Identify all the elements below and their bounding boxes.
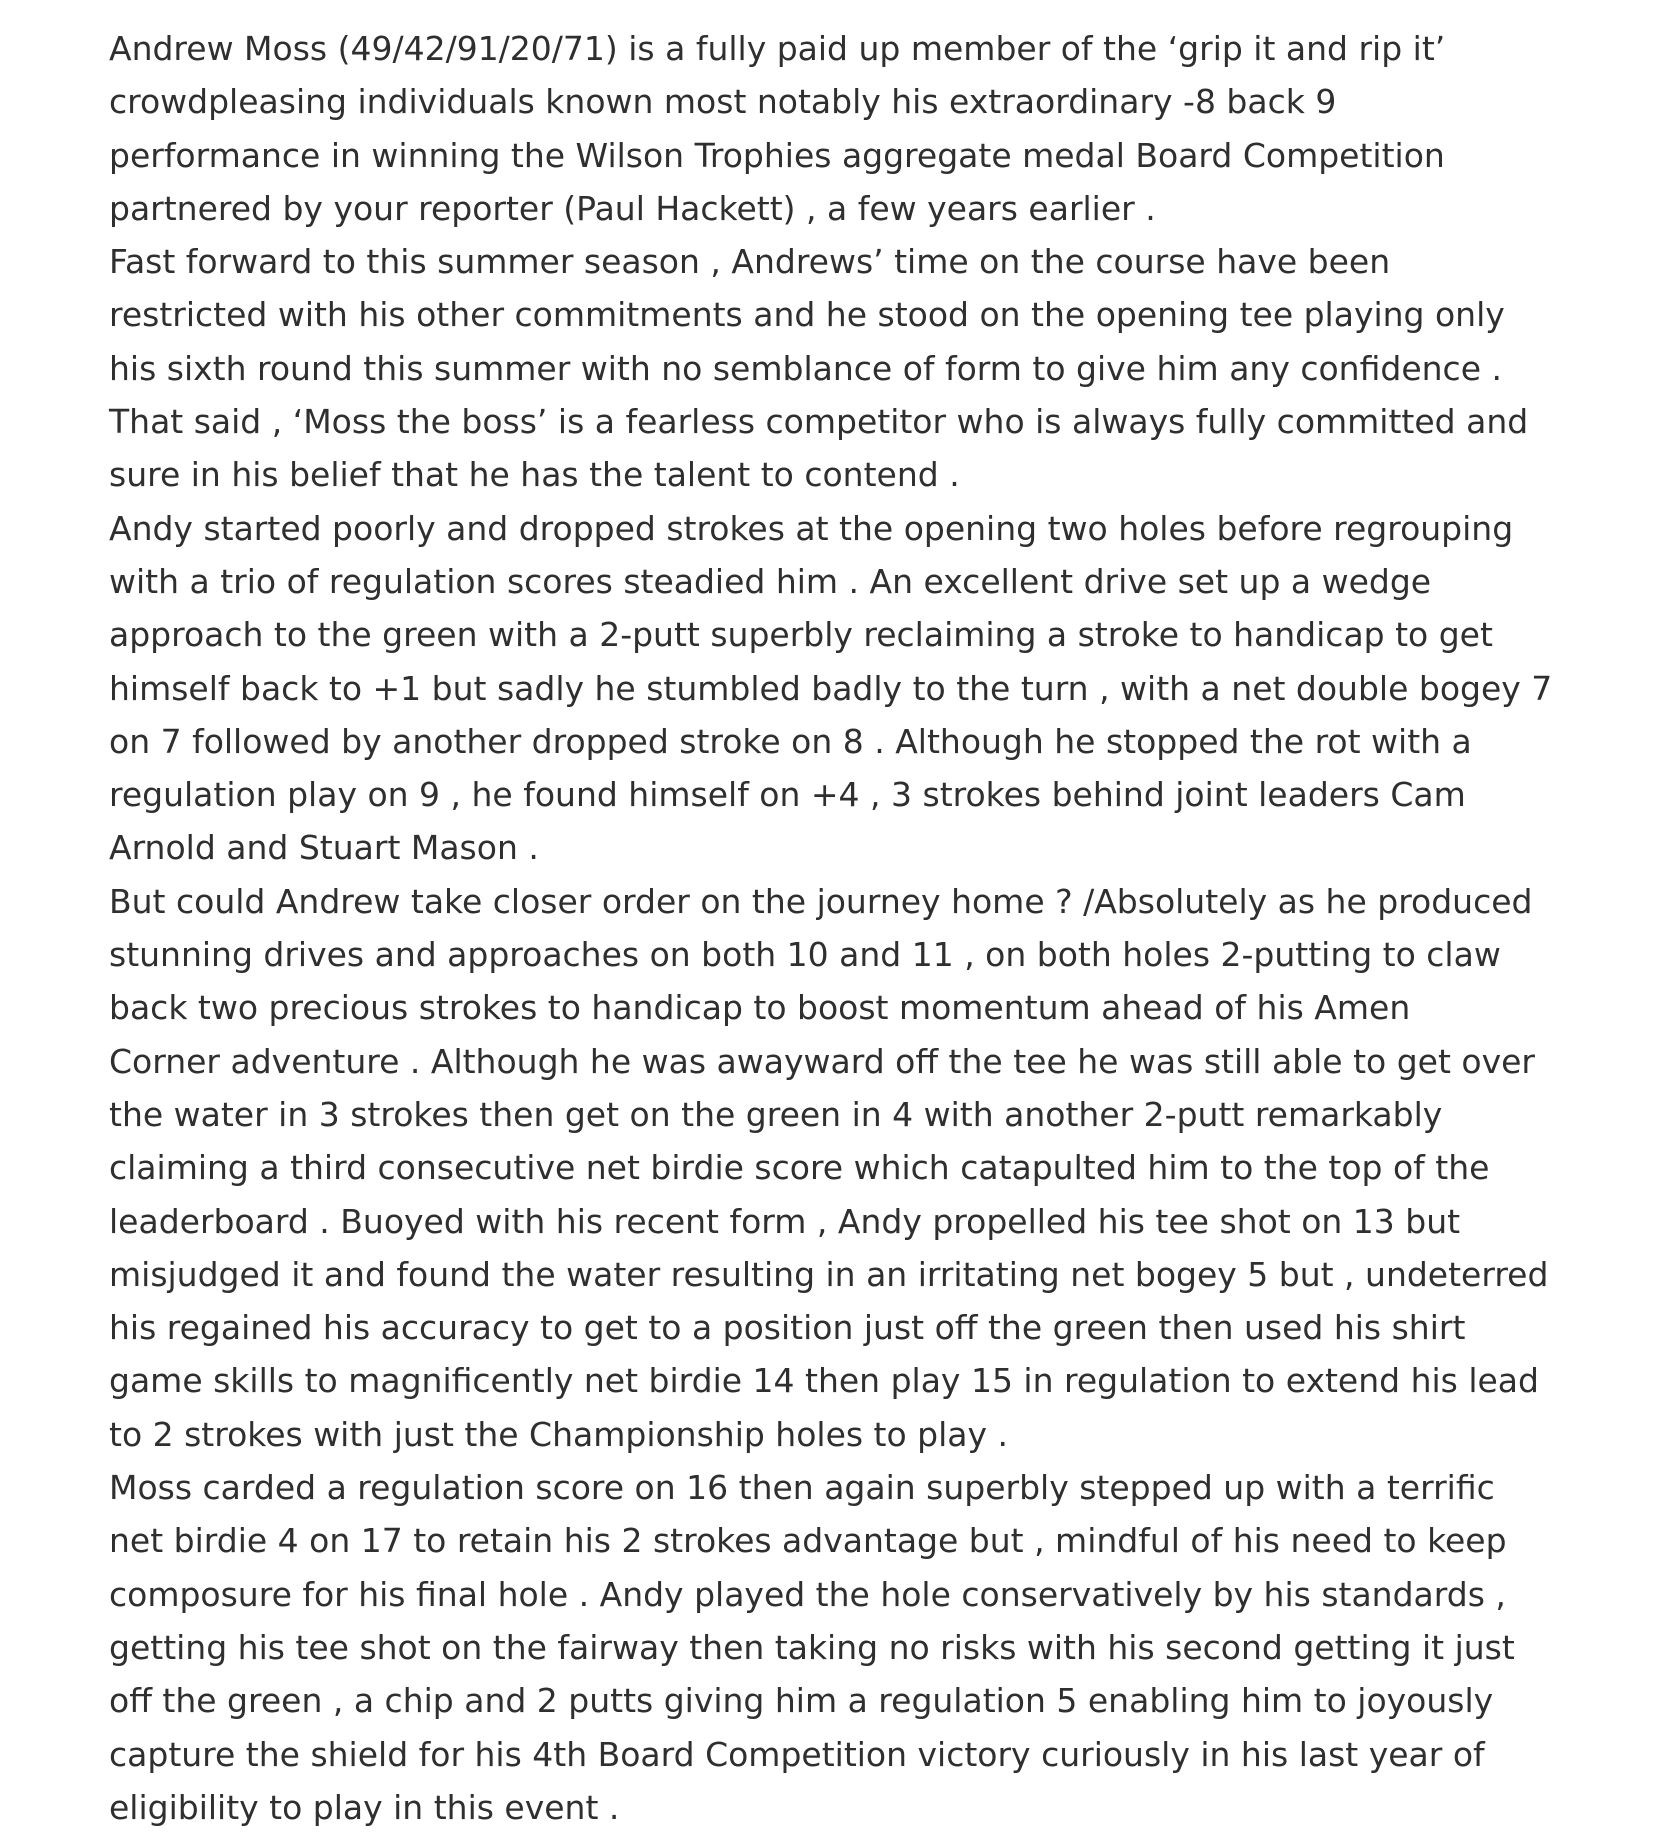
text-line: Andy started poorly and dropped strokes at the opening two holes before regrouping	[109, 508, 1514, 548]
text-line: claiming a third consecutive net birdie score which catapulted him to the top of the	[109, 1148, 1490, 1188]
text-line: Arnold and Stuart Mason .	[109, 828, 539, 868]
text-line: Moss carded a regulation score on 16 then again superbly stepped up with a terrific	[109, 1468, 1495, 1508]
text-line: approach to the green with a 2-putt superbly reclaiming a stroke to handicap to get	[109, 615, 1493, 655]
paragraph-4	[109, 875, 1584, 1461]
text-line: Andrew Moss (49/42/91/20/71) is a fully paid up member of the ‘grip it and rip it’	[109, 29, 1446, 68]
text-line: eligibility to play in this event .	[109, 1787, 620, 1827]
text-line: game skills to magnificently net birdie 14 then play 15 in regulation to extend his lead	[109, 1361, 1539, 1401]
paragraph-2	[109, 235, 1584, 501]
text-line: with a trio of regulation scores steadied him . An excellent drive set up a wedge	[109, 561, 1432, 601]
text-line: the water in 3 strokes then get on the green in 4 with another 2-putt remarkably	[109, 1094, 1443, 1134]
paragraph-5	[109, 1461, 1584, 1834]
text-line: Fast forward to this summer season , Andrews’ time on the course have been	[109, 242, 1391, 282]
article-body	[109, 22, 1584, 1834]
text-line: off the green , a chip and 2 putts giving him a regulation 5 enabling him to joyously	[109, 1681, 1494, 1721]
paragraph-1	[109, 22, 1584, 235]
text-line: stunning drives and approaches on both 10 and 11 , on both holes 2-putting to claw	[109, 935, 1501, 975]
text-line: composure for his final hole . Andy played the hole conservatively by his standards ,	[109, 1574, 1506, 1614]
text-line: capture the shield for his 4th Board Competition victory curiously in his last year of	[109, 1734, 1485, 1774]
text-line: sure in his belief that he has the talent to contend .	[109, 455, 960, 495]
text-line: his sixth round this summer with no semblance of form to give him any confidence .	[109, 348, 1502, 388]
text-line: misjudged it and found the water resulting in an irritating net bogey 5 but , undeterred	[109, 1254, 1549, 1294]
text-line: regulation play on 9 , he found himself on +4 , 3 strokes behind joint leaders Cam	[109, 775, 1466, 815]
paragraph-3	[109, 502, 1584, 875]
text-line: Corner adventure . Although he was awayward off the tee he was still able to get over	[109, 1041, 1535, 1081]
text-line: himself back to +1 but sadly he stumbled badly to the turn , with a net double bogey 7	[109, 668, 1553, 708]
text-line: getting his tee shot on the fairway then taking no risks with his second getting it just	[109, 1627, 1515, 1667]
text-line: his regained his accuracy to get to a position just off the green then used his shirt	[109, 1308, 1466, 1348]
text-line: crowdpleasing individuals known most notably his extraordinary -8 back 9	[109, 82, 1337, 122]
text-line: restricted with his other commitments and he stood on the opening tee playing only	[109, 295, 1505, 335]
text-line: back two precious strokes to handicap to boost momentum ahead of his Amen	[109, 988, 1411, 1028]
text-line: leaderboard . Buoyed with his recent form , Andy propelled his tee shot on 13 but	[109, 1201, 1461, 1241]
text-line: on 7 followed by another dropped stroke on 8 . Although he stopped the rot with a	[109, 721, 1472, 761]
text-line: But could Andrew take closer order on the journey home ? /Absolutely as he produced	[109, 881, 1533, 921]
text-line: net birdie 4 on 17 to retain his 2 strokes advantage but , mindful of his need to keep	[109, 1521, 1507, 1561]
text-line: That said , ‘Moss the boss’ is a fearless competitor who is always fully committed and	[109, 402, 1529, 442]
text-line: partnered by your reporter (Paul Hackett) , a few years earlier .	[109, 188, 1156, 228]
text-line: performance in winning the Wilson Trophies aggregate medal Board Competition	[109, 135, 1445, 175]
text-line: to 2 strokes with just the Championship holes to play .	[109, 1414, 1009, 1454]
